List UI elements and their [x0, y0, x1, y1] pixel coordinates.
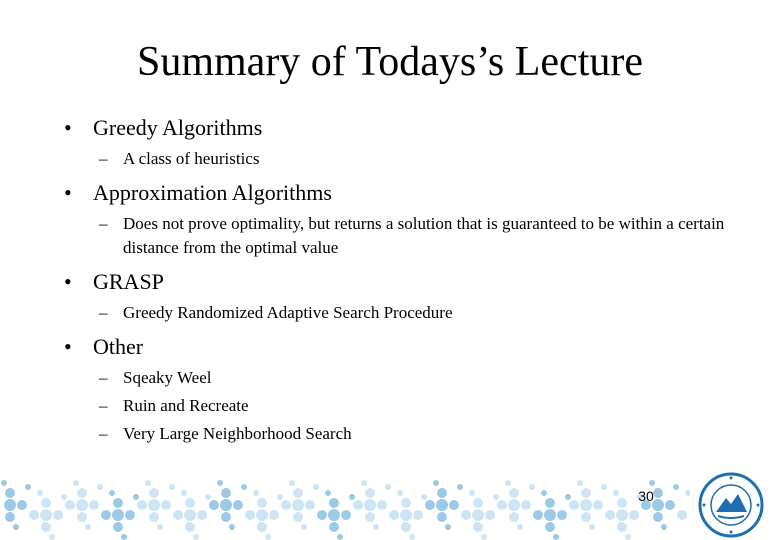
- sub-item-label: Ruin and Recreate: [123, 396, 249, 415]
- pattern-dot: [545, 522, 555, 532]
- dash-icon: –: [99, 368, 108, 387]
- pattern-dot: [76, 499, 88, 511]
- pattern-dot: [185, 522, 195, 532]
- pattern-dot: [101, 510, 111, 520]
- pattern-dot: [473, 498, 483, 508]
- pattern-dot: [145, 480, 151, 486]
- pattern-dot: [4, 499, 16, 511]
- pattern-dot: [133, 494, 139, 500]
- pattern-dot: [685, 490, 690, 496]
- pattern-dot: [265, 534, 271, 540]
- bullet-icon: •: [64, 334, 72, 359]
- pattern-dot: [65, 500, 75, 510]
- pattern-dot: [593, 500, 603, 510]
- pattern-dot: [241, 484, 247, 490]
- pattern-dot: [137, 500, 147, 510]
- sub-list: [64, 147, 744, 171]
- pattern-dot: [181, 490, 187, 496]
- pattern-dot: [125, 510, 135, 520]
- pattern-dot: [305, 500, 315, 510]
- pattern-dot: [401, 522, 411, 532]
- pattern-dot: [445, 524, 451, 530]
- sub-list: [64, 366, 744, 446]
- bullet-item-greedy: [64, 114, 744, 142]
- pattern-dot: [281, 500, 291, 510]
- pattern-dot: [349, 494, 355, 500]
- pattern-dot: [517, 524, 523, 530]
- bullet-label: GRASP: [93, 269, 164, 294]
- pattern-dot: [616, 509, 628, 521]
- pattern-dot: [529, 484, 535, 490]
- dash-icon: –: [99, 149, 108, 168]
- sub-item-label: A class of heuristics: [123, 149, 260, 168]
- pattern-dot: [677, 510, 687, 520]
- pattern-dot: [565, 494, 571, 500]
- pattern-dot: [649, 480, 655, 486]
- pattern-dot: [485, 510, 495, 520]
- pattern-dot: [173, 510, 183, 520]
- pattern-dot: [400, 509, 412, 521]
- pattern-dot: [41, 498, 51, 508]
- sub-item-label: Very Large Neighborhood Search: [123, 424, 352, 443]
- pattern-dot: [329, 498, 339, 508]
- pattern-dot: [29, 510, 39, 520]
- pattern-dot: [377, 500, 387, 510]
- sub-item-label: Does not prove optimality, but returns a solution that is guaranteed to be within a certain distance from the optimal value: [123, 214, 725, 257]
- pattern-dot: [292, 499, 304, 511]
- pattern-dot: [13, 524, 19, 530]
- sub-item: [64, 212, 744, 260]
- pattern-dot: [425, 500, 435, 510]
- sub-list: [64, 301, 744, 325]
- pattern-dot: [661, 524, 667, 530]
- pattern-dot: [277, 494, 283, 500]
- bullet-label: Greedy Algorithms: [93, 115, 263, 140]
- pattern-dot: [73, 480, 79, 486]
- bullet-label: Approximation Algorithms: [93, 180, 332, 205]
- pattern-dot: [473, 522, 483, 532]
- pattern-dot: [589, 524, 595, 530]
- pattern-dot: [121, 534, 127, 540]
- pattern-dot: [509, 512, 519, 522]
- pattern-dot: [613, 490, 619, 496]
- pattern-dot: [113, 498, 123, 508]
- pattern-dot: [113, 522, 123, 532]
- pattern-dot: [521, 500, 531, 510]
- pattern-dot: [373, 524, 379, 530]
- pattern-dot: [329, 522, 339, 532]
- pattern-dot: [545, 498, 555, 508]
- pattern-dot: [253, 490, 259, 496]
- pattern-dot: [457, 484, 463, 490]
- bullet-item-other: [64, 333, 744, 361]
- pattern-dot: [49, 534, 55, 540]
- pattern-dot: [580, 499, 592, 511]
- pattern-dot: [97, 484, 103, 490]
- pattern-dot: [653, 512, 663, 522]
- pattern-dot: [256, 509, 268, 521]
- pattern-dot: [161, 500, 171, 510]
- dash-icon: –: [99, 396, 108, 415]
- pattern-dot: [508, 499, 520, 511]
- pattern-dot: [148, 499, 160, 511]
- pattern-dot: [1, 480, 7, 486]
- pattern-dot: [389, 510, 399, 520]
- pattern-dot: [257, 498, 267, 508]
- pattern-dot: [85, 524, 91, 530]
- pattern-dot: [257, 522, 267, 532]
- dash-icon: –: [99, 303, 108, 322]
- pattern-dot: [493, 494, 499, 500]
- pattern-dot: [5, 488, 15, 498]
- university-seal-logo-icon: [696, 470, 766, 540]
- pattern-dot: [436, 499, 448, 511]
- pattern-dot: [185, 498, 195, 508]
- pattern-dot: [89, 500, 99, 510]
- pattern-dot: [325, 490, 331, 496]
- pattern-dot: [221, 512, 231, 522]
- pattern-dot: [328, 509, 340, 521]
- pattern-dot: [509, 488, 519, 498]
- sub-item-label: Greedy Randomized Adaptive Search Procedure: [123, 303, 453, 322]
- pattern-dot: [365, 488, 375, 498]
- pattern-dot: [40, 509, 52, 521]
- bullet-icon: •: [64, 115, 72, 140]
- pattern-dot: [433, 480, 439, 486]
- pattern-dot: [409, 534, 415, 540]
- dotted-cross-pattern-icon: [0, 470, 690, 540]
- slide-title: Summary of Todays’s Lecture: [136, 39, 643, 85]
- pattern-dot: [437, 512, 447, 522]
- pattern-dot: [581, 512, 591, 522]
- pattern-dot: [61, 494, 67, 500]
- pattern-dot: [449, 500, 459, 510]
- bullet-list: [64, 114, 744, 452]
- pattern-dot: [577, 480, 583, 486]
- pattern-dot: [149, 512, 159, 522]
- pattern-dot: [293, 512, 303, 522]
- pattern-dot: [313, 484, 319, 490]
- pattern-dot: [169, 484, 175, 490]
- sub-item: [64, 422, 744, 446]
- bullet-icon: •: [64, 269, 72, 294]
- pattern-dot: [601, 484, 607, 490]
- pattern-dot: [41, 522, 51, 532]
- pattern-dot: [197, 510, 207, 520]
- pattern-dot: [109, 490, 115, 496]
- pattern-dot: [317, 510, 327, 520]
- pattern-dot: [533, 510, 543, 520]
- sub-item: [64, 394, 744, 418]
- pattern-dot: [553, 534, 559, 540]
- pattern-dot: [301, 524, 307, 530]
- pattern-dot: [205, 494, 211, 500]
- pattern-dot: [673, 484, 679, 490]
- pattern-dot: [364, 499, 376, 511]
- pattern-dot: [629, 510, 639, 520]
- pattern-dot: [569, 500, 579, 510]
- pattern-dot: [77, 488, 87, 498]
- pattern-dot: [53, 510, 63, 520]
- pattern-dot: [605, 510, 615, 520]
- bullet-icon: •: [64, 180, 72, 205]
- pattern-dot: [385, 484, 391, 490]
- sub-item: [64, 366, 744, 390]
- pattern-dot: [25, 484, 31, 490]
- pattern-dot: [233, 500, 243, 510]
- sub-item: [64, 301, 744, 325]
- pattern-dot: [505, 480, 511, 486]
- pattern-dot: [77, 512, 87, 522]
- pattern-dot: [17, 500, 27, 510]
- pattern-dot: [184, 509, 196, 521]
- pattern-dot: [541, 490, 547, 496]
- dash-icon: –: [99, 214, 108, 233]
- pattern-dot: [229, 524, 235, 530]
- pattern-dot: [209, 500, 219, 510]
- pattern-dot: [421, 494, 427, 500]
- pattern-dot: [397, 490, 403, 496]
- pattern-dot: [353, 500, 363, 510]
- pattern-dot: [413, 510, 423, 520]
- sub-item-label: Sqeaky Weel: [123, 368, 212, 387]
- pattern-dot: [625, 534, 631, 540]
- sub-list: [64, 212, 744, 260]
- pattern-dot: [497, 500, 507, 510]
- pattern-dot: [217, 480, 223, 486]
- bullet-label: Other: [93, 334, 144, 359]
- pattern-dot: [337, 534, 343, 540]
- pattern-dot: [221, 488, 231, 498]
- pattern-dot: [193, 534, 199, 540]
- dash-icon: –: [99, 424, 108, 443]
- pattern-dot: [461, 510, 471, 520]
- pattern-dot: [557, 510, 567, 520]
- sub-item: [64, 147, 744, 171]
- pattern-dot: [112, 509, 124, 521]
- pattern-dot: [157, 524, 163, 530]
- bullet-item-grasp: [64, 268, 744, 296]
- pattern-dot: [401, 498, 411, 508]
- pattern-dot: [361, 480, 367, 486]
- pattern-dot: [269, 510, 279, 520]
- pattern-dot: [469, 490, 475, 496]
- pattern-dot: [544, 509, 556, 521]
- pattern-dot: [581, 488, 591, 498]
- pattern-dot: [245, 510, 255, 520]
- pattern-dot: [289, 480, 295, 486]
- pattern-dot: [5, 512, 15, 522]
- pattern-dot: [665, 500, 675, 510]
- pattern-dot: [37, 490, 43, 496]
- pattern-dot: [149, 488, 159, 498]
- page-number: 30: [638, 488, 654, 504]
- pattern-dot: [365, 512, 375, 522]
- pattern-dot: [472, 509, 484, 521]
- pattern-dot: [481, 534, 487, 540]
- pattern-dot: [293, 488, 303, 498]
- pattern-dot: [437, 488, 447, 498]
- pattern-dot: [617, 522, 627, 532]
- pattern-dot: [341, 510, 351, 520]
- bullet-item-approximation: [64, 179, 744, 207]
- pattern-dot: [220, 499, 232, 511]
